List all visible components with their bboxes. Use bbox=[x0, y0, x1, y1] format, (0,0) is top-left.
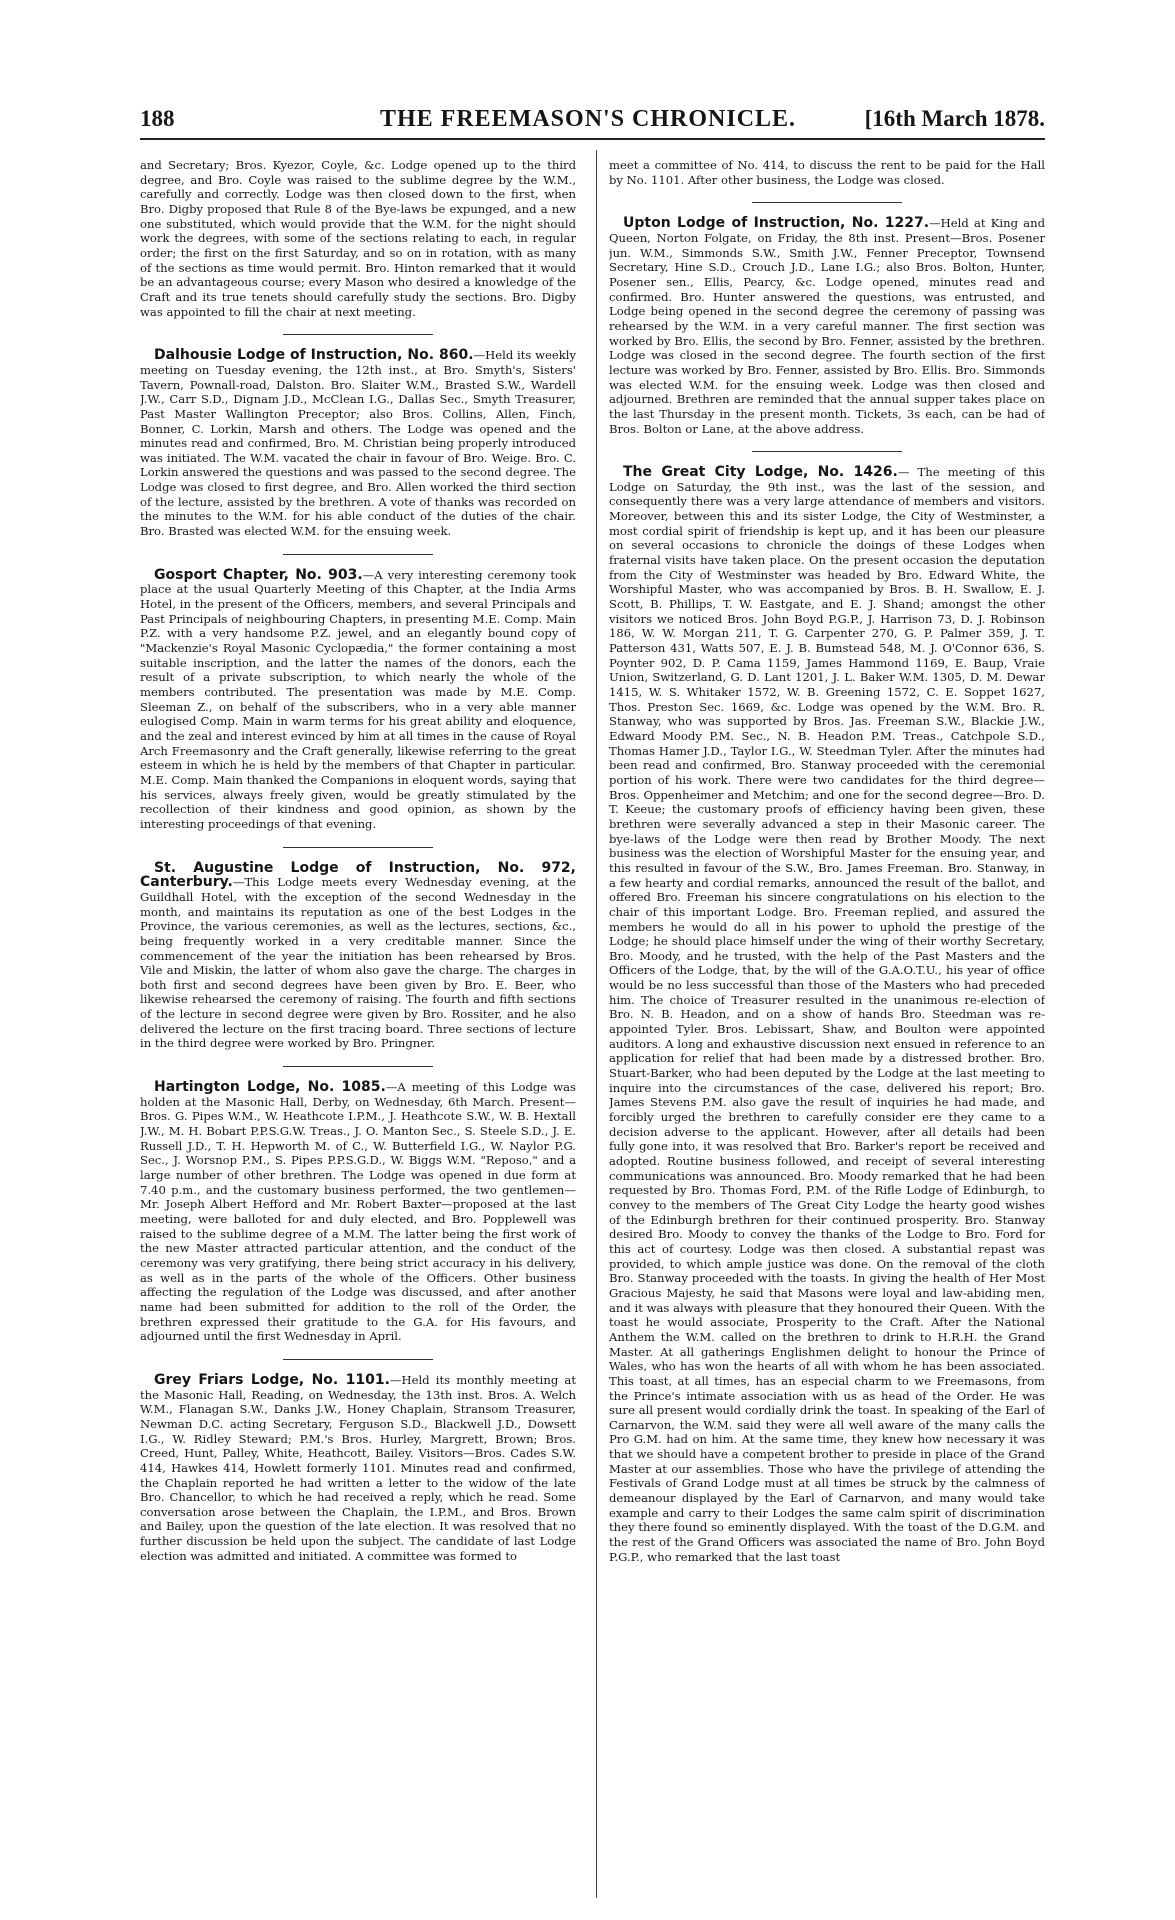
article-heading: Hartington Lodge, No. 1085. bbox=[154, 1079, 386, 1096]
article-continued bbox=[140, 158, 576, 319]
article-text: — The meeting of this Lodge on Saturday, the 9th inst., was the last of the session, and consequently there was a very large attendance of members and visitors. Moreover, between this and its sister Lodge, the City of Westminster, a most cordial spirit of friendship is kept up, and it has been our pleasure on several occasions to chronicle the doings of these Lodges when fraternal visits have taken place. On the present occasion the deputation from the City of Westminster was headed by Bro. Edward White, the Worshipful Master, who was accompanied by Bros. B. H. Swallow, E. J. Scott, B. Phillips, T. W. Eastgate, and E. J. Shand; amongst the other visitors we noticed Bros. John Boyd P.G.P., J. Harrison 73, D. J. Robinson 186, W. W. Morgan 211, T. G. Carpenter 270, G. P. Palmer 359, J. T. Patterson 431, Watts 507, E. J. B. Bumstead 548, M. J. O'Connor 636, S. Poynter 902, D. P. Cama 1159, James Hammond 1169, E. Baup, Vraie Union, Switzerland, G. D. Lant 1201, J. L. Baker W.M. 1305, D. M. Dewar 1415, W. S. Whitaker 1572, W. B. Greening 1572, C. E. Soppet 1627, Thos. Preston Sec. 1669, &c. Lodge was opened by the W.M. Bro. R. Stanway, who was supported by Bros. Jas. Freeman S.W., Blackie J.W., Edward Moody P.M. Sec., N. B. Headon P.M. Treas., Catchpole S.D., Thomas Hamer J.D., Taylor I.G., W. Steedman Tyler. After the minutes had been read and confirmed, Bro. Stanway proceeded with the ceremonial portion of his work. There were two candidates for the third degree—Bros. Oppenheimer and Metchim; and one for the second degree—Bro. D. T. Keeue; the customary proofs of efficiency having been given, these brethren were severally advanced a step in their Masonic career. The bye-laws of the Lodge were then read by Brother Moody. The next business was the election of Worshipful Master for the ensuing year, and this resulted in favour of the S.W., Bro. James Freeman. Bro. Stanway, in a few hearty and cordial remarks, announced the result of the ballot, and offered Bro. Freeman his sincere congratulations on his election to the chair of this important Lodge. Bro. Freeman replied, and assured the members he would do all in his power to uphold the prestige of the Lodge; he should place himself under the wing of their worthy Secretary, Bro. Moody, and he trusted, with the help of the Past Masters and the Officers of the Lodge, that, by the will of the G.A.O.T.U., his year of office would be no less successful than those of the Masters who had preceded him. The choice of Treasurer resulted in the unanimous re-election of Bro. N. B. Headon, and on a show of hands Bro. Steedman was re-appointed Tyler. Bros. Lebissart, Shaw, and Boulton were appointed auditors. A long and exhaustive discussion next ensued in reference to an application for relief that had been made by a distressed brother. Bro. Stuart-Barker, who had been deputed by the Lodge at the last meeting to inquire into the circumstances of the case, delivered his report; Bro. James Stevens P.M. also gave the result of inquiries he had made, and forcibly urged the brethren to carefully consider ere they came to a decision adverse to the applicant. However, after all details had been fully gone into, it was resolved that Bro. Barker's report be received and adopted. Routine business followed, and receipt of several interesting communications was announced. Bro. Moody remarked that he had been requested by Bro. Thomas Ford, P.M. of the Rifle Lodge of Edinburgh, to convey to the members of The Great City Lodge the hearty good wishes of the Edinburgh brethren for their continued prosperity. Bro. Stanway desired Bro. Moody to convey the thanks of the Lodge to Bro. Ford for this act of courtesy. Lodge was then closed. A substantial repast was provided, to which ample justice was done. On the removal of the cloth Bro. Stanway proceeded with the toasts. In giving the health of Her Most Gracious Majesty, he said that Masons were loyal and law-abiding men, and it was always with pleasure that they honoured their Queen. With the toast he would associate, Prosperity to the Craft. After the National Anthem the W.M. called on the brethren to drink to H.R.H. the Grand Master. At all gatherings Englishmen delight to honour the Prince of Wales, who has won the hearts of all with whom he has been associated. This toast, at all times, has an especial charm to we Freemasons, from the Prince's intimate association with us as head of the Order. He was sure all present would cordially drink the toast. In speaking of the Earl of Carnarvon, the W.M. said they were all well aware of the many calls the Pro G.M. had on him. At the same time, they knew how necessary it was that we should have a competent brother to preside in place of the Grand Master at our assemblies. Those who have the privilege of attending the Festivals of Grand Lodge must at all times be struck by the calmness of demeanour displayed by the Earl of Carnarvon, and many would take example and carry to their Lodges the same calm spirit of discrimination they there found so eminently displayed. With the toast of the D.G.M. and the rest of the Grand Officers was associated the name of Bro. John Boyd P.G.P., who remarked that the last toast bbox=[609, 465, 1045, 1564]
page-number: 188 bbox=[140, 106, 175, 131]
article-heading: The Great City Lodge, No. 1426. bbox=[623, 464, 898, 481]
article-st-augustine bbox=[140, 861, 576, 1052]
article-upton bbox=[609, 216, 1045, 436]
article-text: —This Lodge meets every Wednesday evening, at the Guildhall Hotel, with the exception of the second Wednesday in the month, and maintains its reputation as one of the best Lodges in the Province, the various ceremonies, as well as the lectures, sections, &c., being frequently worked in a very creditable manner. Since the commencement of the year the initiation has been rehearsed by Bros. Vile and Miskin, the latter of whom also gave the charge. The charges in both first and second degrees have been given by Bro. E. Beer, who likewise rehearsed the ceremony of raising. The fourth and fifth sections of the lecture in second degree were given by Bro. Rossiter, and he also delivered the lecture on the first tracing board. Three sections of lecture in the third degree were worked by Bro. Pringner. bbox=[140, 875, 576, 1051]
column-divider bbox=[596, 150, 597, 1898]
article-dalhousie bbox=[140, 348, 576, 539]
left-column bbox=[140, 158, 576, 1900]
article-separator bbox=[283, 1359, 433, 1360]
article-separator bbox=[283, 1066, 433, 1067]
article-great-city bbox=[609, 465, 1045, 1564]
newspaper-title: THE FREEMASON'S CHRONICLE. bbox=[380, 106, 797, 132]
article-separator bbox=[283, 847, 433, 848]
article-gosport bbox=[140, 568, 576, 832]
article-heading: Gosport Chapter, No. 903. bbox=[154, 566, 363, 583]
article-separator bbox=[283, 554, 433, 555]
article-text: and Secretary; Bros. Kyezor, Coyle, &c. Lodge opened up to the third degree, and Bro. Coyle was raised to the sublime degree by the W.M., carefully and correctly. Lodge was then closed down to the first, when Bro. Digby proposed that Rule 8 of the Bye-laws be expunged, and a new one substituted, which would provide that the W.M. for the night should work the degrees, with some of the sections relating to each, in regular order; the first on the first Saturday, and so on in rotation, with as many of the sections as time would permit. Bro. Hinton remarked that it would be an advantageous course; every Mason who desired a knowledge of the Craft and its true tenets should carefully study the sections. Bro. Digby was appointed to fill the chair at next meeting. bbox=[140, 158, 576, 319]
article-heading: Dalhousie Lodge of Instruction, No. 860. bbox=[154, 347, 474, 364]
issue-date: [16th March 1878. bbox=[864, 106, 1045, 131]
right-column bbox=[609, 158, 1045, 1900]
article-separator bbox=[752, 202, 902, 203]
article-text: meet a committee of No. 414, to discuss the rent to be paid for the Hall by No. 1101. After other business, the Lodge was closed. bbox=[609, 158, 1045, 187]
article-heading: St. Augustine Lodge of Instruction, No. 972, Canterbury. bbox=[140, 859, 576, 891]
article-text: —Held its weekly meeting on Tuesday evening, the 12th inst., at Bro. Smyth's, Sisters' Tavern, Pownall-road, Dalston. Bro. Slaiter W.M., Brasted S.W., Wardell J.W., Carr S.D., Dignam J.D., McClean I.G., Dallas Sec., Smyth Treasurer, Past Master Wallington Preceptor; also Bros. Collins, Allen, Finch, Bonner, C. Lorkin, Marsh and others. The Lodge was opened and the minutes read and confirmed, Bro. M. Christian being properly introduced was initiated. The W.M. vacated the chair in favour of Bro. Weige. Bro. C. Lorkin answered the questions and was passed to the second degree. The Lodge was closed to first degree, and Bro. Allen worked the third section of the lecture, assisted by the brethren. A vote of thanks was recorded on the minutes to the W.M. for his able conduct of the duties of the chair. Bro. Brasted was elected W.M. for the ensuing week. bbox=[140, 348, 576, 539]
article-hartington bbox=[140, 1080, 576, 1344]
article-separator bbox=[283, 334, 433, 335]
article-separator bbox=[752, 451, 902, 452]
masthead-rule bbox=[140, 138, 1045, 140]
article-text: —A very interesting ceremony took place at the usual Quarterly Meeting of this Chapter, at the India Arms Hotel, in the present of the Officers, members, and several Principals and Past Principals of neighbouring Chapters, in presenting M.E. Comp. Main P.Z. with a very handsome P.Z. jewel, and an elegantly bound copy of "Mackenzie's Royal Masonic Cyclopædia," the former containing a most suitable inscription, and the latter the names of the donors, each the result of a private subscription, to which nearly the whole of the members contributed. The presentation was made by M.E. Comp. Sleeman Z., on behalf of the subscribers, who in a very able manner eulogised Comp. Main in warm terms for his great ability and eloquence, and the zeal and interest evinced by him at all times in the cause of Royal Arch Freemasonry and the Craft generally, likewise referring to the great esteem in which he is held by the members of that Chapter in particular. M.E. Comp. Main thanked the Companions in eloquent words, saying that his services, always freely given, would be greatly stimulated by the recollection of their kindness and good opinion, as shown by the interesting proceedings of that evening. bbox=[140, 567, 576, 831]
article-heading: Grey Friars Lodge, No. 1101. bbox=[154, 1371, 390, 1388]
article-text: —Held its monthly meeting at the Masonic Hall, Reading, on Wednesday, the 13th inst. Bros. A. Welch W.M., Flanagan S.W., Danks J.W., Honey Chaplain, Stransom Treasurer, Newman D.C. acting Secretary, Ferguson S.D., Blackwell J.D., Dowsett I.G., W. Ridley Steward; P.M.'s Bros. Hurley, Margrett, Brown; Bros. Creed, Hunt, Palley, White, Heathcott, Bailey. Visitors—Bros. Cades S.W. 414, Hawkes 414, Howlett formerly 1101. Minutes read and confirmed, the Chaplain reported he had written a letter to the widow of the late Bro. Chancellor, to which he had received a reply, which he read. Some conversation arose between the Chaplain, the I.P.M., and Bros. Brown and Bailey, upon the question of the late election. It was resolved that no further discussion be held upon the subject. The candidate of last Lodge election was admitted and initiated. A committee was formed to bbox=[140, 1372, 576, 1563]
article-continued bbox=[609, 158, 1045, 187]
article-text: —Held at King and Queen, Norton Folgate, on Friday, the 8th inst. Present—Bros. Posener jun. W.M., Simmonds S.W., Smith J.W., Fenner Preceptor, Townsend Secretary, Hine S.D., Crouch J.D., Lane I.G.; also Bros. Bolton, Hunter, Posener sen., Ellis, Pearcy, &c. Lodge opened, minutes read and confirmed. Bro. Hunter answered the questions, was entrusted, and Lodge being opened in the second degree the ceremony of passing was rehearsed by the W.M. in a very careful manner. The first section was worked by Bro. Ellis, the second by Bro. Fenner, assisted by the brethren. Lodge was closed in the second degree. The fourth section of the first lecture was worked by Bro. Fenner, assisted by Bro. Ellis. Bro. Simmonds was elected W.M. for the ensuing week. Lodge was then closed and adjourned. Brethren are reminded that the annual supper takes place on the last Thursday in the present month. Tickets, 3s each, can be had of Bros. Bolton or Lane, at the above address. bbox=[609, 216, 1045, 436]
article-text: —A meeting of this Lodge was holden at the Masonic Hall, Derby, on Wednesday, 6th March. Present—Bros. G. Pipes W.M., W. Heathcote I.P.M., J. Heathcote S.W., W. B. Hextall J.W., M. H. Bobart P.P.S.G.W. Treas., J. O. Manton Sec., S. Steele S.D., J. E. Russell J.D., T. H. Hepworth M. of C., W. Butterfield I.G., W. Naylor P.G. Sec., J. Worsnop P.M., S. Pipes P.P.S.G.D., W. Biggs W.M. "Reposo," and a large number of other brethren. The Lodge was opened in due form at 7.40 p.m., and the customary business performed, the two gentlemen—Mr. Joseph Albert Hefford and Mr. Robert Baxter—proposed at the last meeting, were balloted for and duly elected, and Bro. Popplewell was raised to the sublime degree of a M.M. The latter being the first work of the new Master attracted particular attention, and the conduct of the ceremony was very gratifying, there being strict accuracy in his delivery, as well as in the parts of the whole of the Officers. Other business affecting the regulation of the Lodge was discussed, and after another name had been submitted for addition to the roll of the Order, the brethren expressed their gratitude to the G.A. for His favours, and adjourned until the first Wednesday in April. bbox=[140, 1080, 576, 1344]
article-grey-friars bbox=[140, 1373, 576, 1564]
article-heading: Upton Lodge of Instruction, No. 1227. bbox=[623, 215, 930, 232]
masthead bbox=[140, 106, 1045, 146]
